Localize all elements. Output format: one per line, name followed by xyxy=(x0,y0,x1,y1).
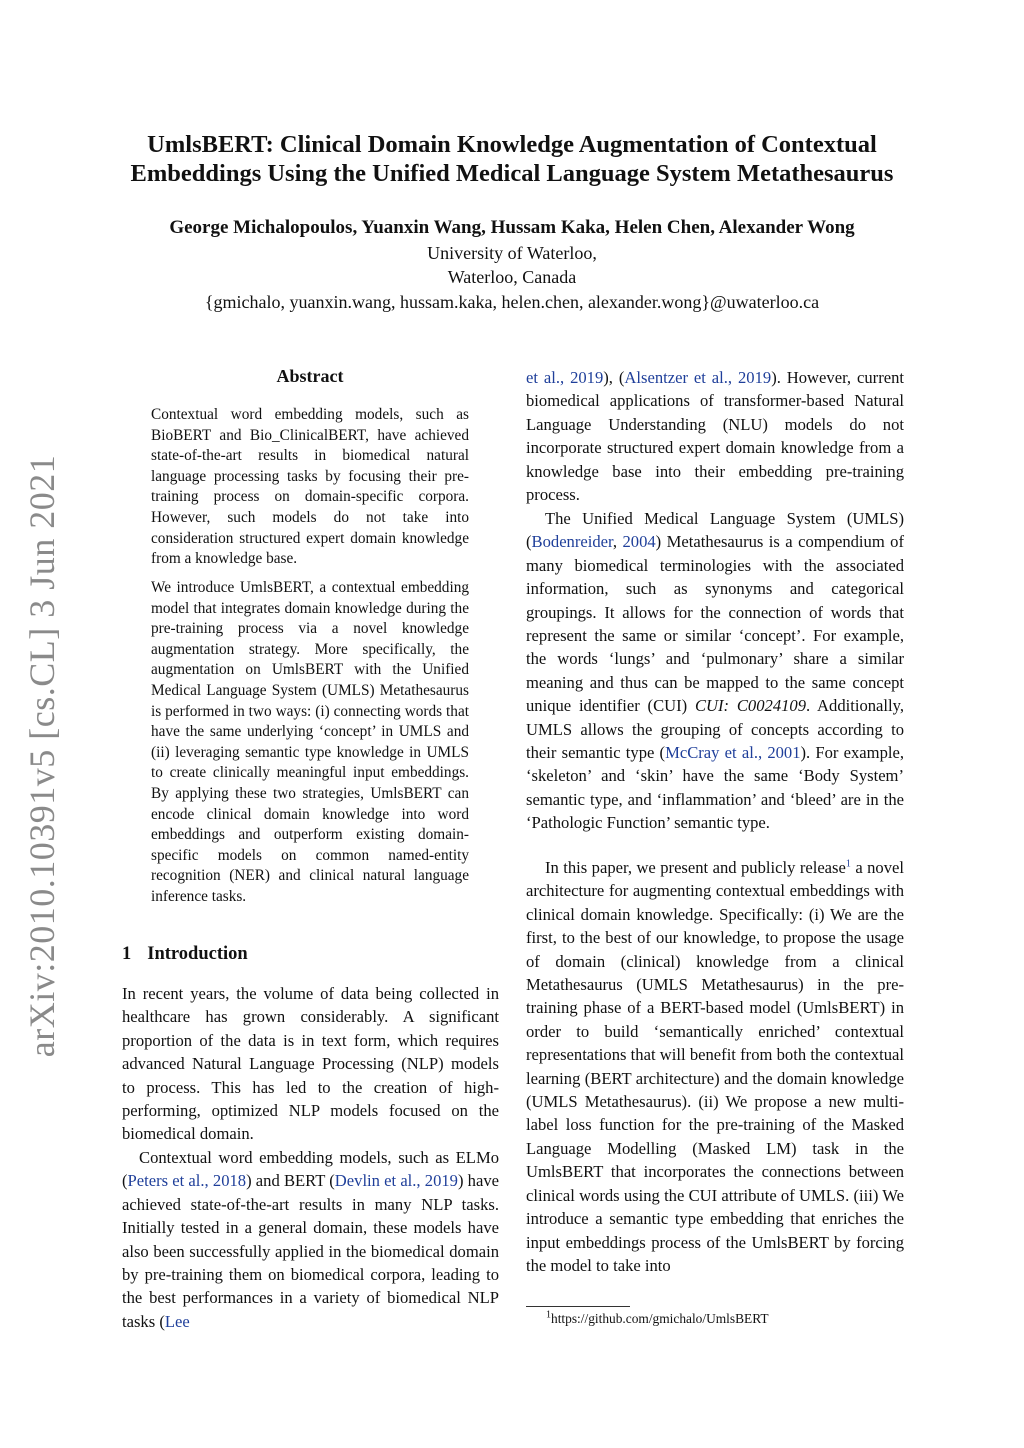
text-run: ) have achieved state-of-the-art results in many NLP tasks. Initially tested in a general domain, these models have also been successfully applied in the biomedical domain by pre-training them on biomedical corpora, leading to the best performances in a variety of biomedical NLP tasks ( xyxy=(122,1171,500,1331)
right-paragraph-2 xyxy=(526,507,904,835)
text-run: ) Metathesaurus is a compendium of many biomedical terminologies with the associated information, such as synonyms and categorical groupings. It allows for the connection of words that represent the same or similar ‘concept’. For example, the words ‘lungs’ and ‘pulmonary’ share a similar meaning and thus can be mapped to the same concept unique identifier (CUI) xyxy=(526,532,904,716)
text-run: a novel architecture for augmenting contextual embeddings with clinical domain knowledge. Specifically: (i) We are the first, to the best of our knowledge, to propose the usage of domain (clinical) knowledge from a clinical Metathesaurus (UMLS Metathesaurus) in the pre-training phase of a BERT-based model (UmlsBERT) in order to build ‘semantically enriched’ contextual representations that will benefit from both the contextual learning (BERT architecture) and the domain knowledge (UMLS Metathesaurus). (ii) We propose a new multi-label loss function for the pre-training of the Masked Language Modelling (Masked LM) task in the UmlsBERT that incorporates the connections between clinical words using the CUI attribute of UMLS. (iii) We introduce a semantic type embedding that enriches the input embeddings process of the UmlsBERT by forcing the model to take into xyxy=(526,858,904,1275)
text-run: ) and BERT ( xyxy=(246,1171,335,1191)
citation-link-bodenreider-year[interactable]: 2004 xyxy=(622,532,656,552)
text-run: ), ( xyxy=(603,368,625,387)
citation-link-lee[interactable]: Lee xyxy=(164,1311,190,1331)
text-run: , xyxy=(612,532,623,552)
citation-link-alsentzer[interactable]: Alsentzer et al., 2019 xyxy=(624,368,772,387)
text-run: In this paper, we present and publicly release xyxy=(545,858,846,877)
citation-link-peters[interactable]: Peters et al., 2018 xyxy=(127,1171,247,1191)
abstract-paragraph-2: We introduce UmlsBERT, a contextual embedding model that integrates domain knowledge during the pre-training process via a novel knowledge augmentation strategy. More specifically, the augmentation on UmlsBERT with the Unified Medical Language System (UMLS) Metathesaurus is performed in two ways: (i) connecting words that have the same underlying ‘concept’ in UMLS and (ii) leveraging semantic type knowledge in UMLS to create clinically meaningful input embeddings. By applying these two strategies, UmlsBERT can encode clinical domain knowledge into word embeddings and outperform existing domain-specific models on common named-entity recognition (NER) and clinical natural language inference tasks. xyxy=(151,579,469,905)
citation-link-bodenreider[interactable]: Bodenreider xyxy=(531,532,613,552)
text-run: The Unified Medical Language System (UMLS) ( xyxy=(526,509,904,552)
footnote-link[interactable]: 1 xyxy=(845,858,851,870)
text-run: ). However, current biomedical applications of transformer-based Natural Language Understanding (NLU) models do not incorporate structured expert domain knowledge from a knowledge base into their embedding pre-training process. xyxy=(526,368,904,505)
text-run: ). For example, ‘skeleton’ and ‘skin’ have the same ‘Body System’ semantic type, and ‘inflammation’ and ‘bleed’ are in the ‘Pathologic Function’ semantic type. xyxy=(526,743,904,833)
right-paragraph-3 xyxy=(526,856,904,1277)
citation-link-mccray[interactable]: McCray et al., 2001 xyxy=(665,743,801,763)
footnote-number: 1 xyxy=(546,1309,551,1321)
text-run: . Additionally, UMLS allows the grouping of concepts according to their semantic type ( xyxy=(526,696,904,763)
footnote xyxy=(546,1310,769,1328)
author-block xyxy=(80,216,944,314)
affiliation: University of Waterloo, xyxy=(427,242,597,263)
citation-link-lee-cont[interactable]: et al., 2019 xyxy=(526,368,604,387)
footnote-divider xyxy=(526,1306,630,1307)
cui-example: CUI: C0024109 xyxy=(694,696,807,716)
right-paragraph-1 xyxy=(526,366,904,506)
intro-paragraph-1: In recent years, the volume of data being collected in healthcare has grown considerably. A significant proportion of the data is in text form, which requires advanced Natural Language Processing (NLP) models to process. This has led to the creation of high-performing, optimized NLP models focused on the biomedical domain. xyxy=(122,984,499,1144)
text-run: Contextual word embedding models, such as ELMo ( xyxy=(122,1148,499,1191)
footnote-url[interactable]: https://github.com/gmichalo/UmlsBERT xyxy=(551,1311,769,1326)
title-line-1: UmlsBERT: Clinical Domain Knowledge Augmentation of Contextual xyxy=(147,131,877,158)
section-heading-introduction xyxy=(122,944,502,965)
section-number: 1 xyxy=(122,944,132,964)
abstract-heading: Abstract xyxy=(276,366,344,386)
author-emails: {gmichalo, yuanxin.wang, hussam.kaka, helen.chen, alexander.wong}@uwaterloo.ca xyxy=(204,291,820,312)
abstract-paragraph-1: Contextual word embedding models, such as BioBERT and Bio_ClinicalBERT, have achieved state-of-the-art results in biomedical natural language processing tasks by focusing their pre-training process on domain-specific corpora. However, such models do not take into consideration structured expert domain knowledge from a knowledge base. xyxy=(151,406,469,568)
intro-paragraph-2 xyxy=(122,1146,499,1333)
arxiv-identifier: arXiv:2010.10391v5 [cs.CL] 3 Jun 2021 xyxy=(22,454,62,1058)
title-line-2: Embeddings Using the Unified Medical Language System Metathesaurus xyxy=(130,160,894,187)
section-title: Introduction xyxy=(147,944,248,964)
author-names: George Michalopoulos, Yuanxin Wang, Hussam Kaka, Helen Chen, Alexander Wong xyxy=(169,217,855,238)
location: Waterloo, Canada xyxy=(447,267,577,287)
paper-title xyxy=(80,130,944,188)
citation-link-devlin[interactable]: Devlin et al., 2019 xyxy=(334,1171,458,1191)
